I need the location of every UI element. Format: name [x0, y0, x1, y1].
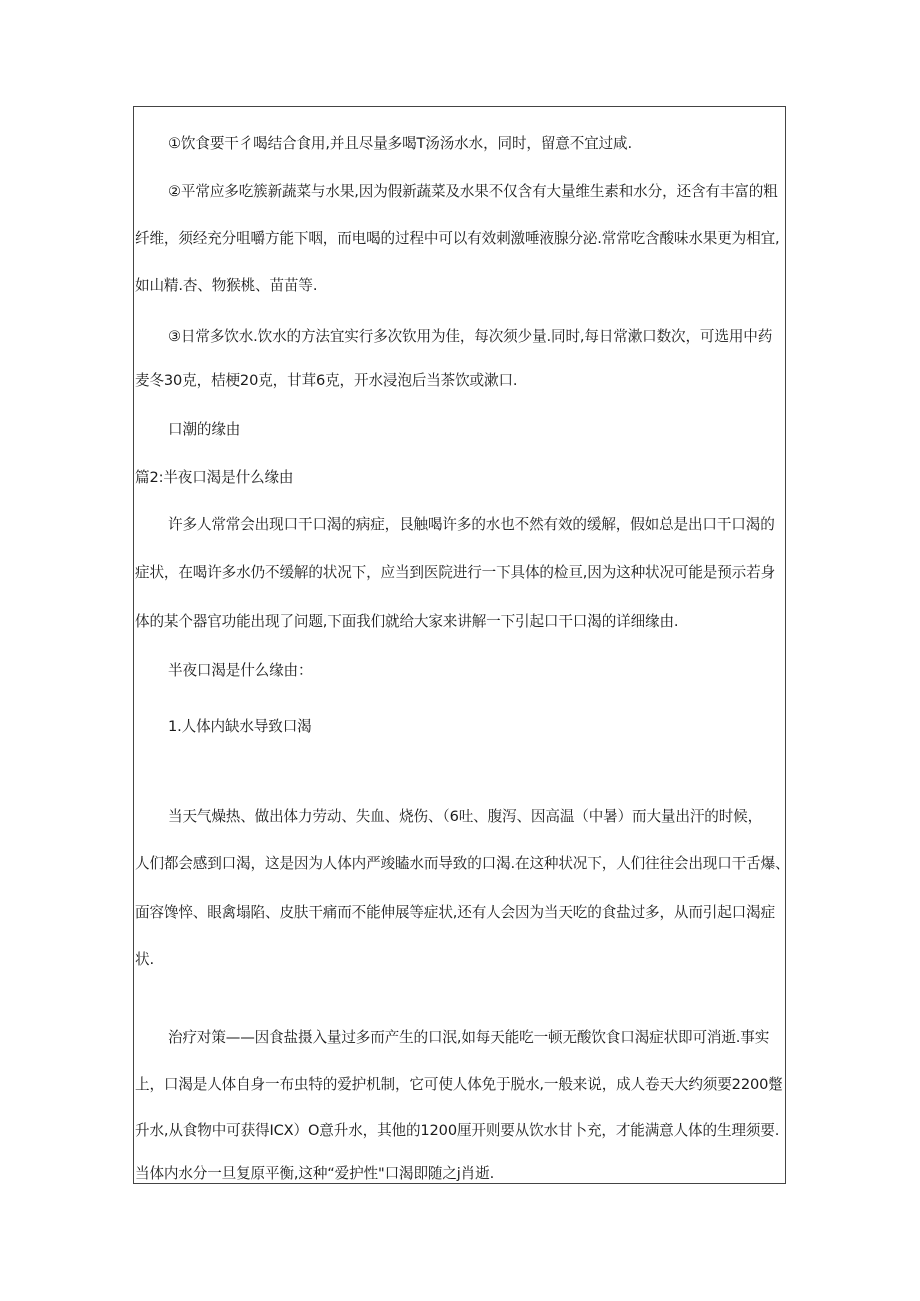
- list-item-heading: 1.人体内缺水导致口渴: [168, 718, 312, 735]
- section-title: 篇2:半夜口渴是什么缘由: [135, 469, 294, 486]
- paragraph-line-4: 如山精.杏、物猴桃、苗苗等.: [135, 277, 318, 294]
- paragraph-line-14: 当天气燥热、做出体力劳动、失血、烧伤、（6吐、腹泻、因高温（中暑）而大量出汗的时候，: [168, 808, 763, 825]
- paragraph-line-2: ②平常应多吃簇新蔬菜与水果,因为假新蔬菜及水果不仅含有大量维生素和水分，还含有丰富的粗: [168, 183, 778, 200]
- subheading-line: 口潮的缘由: [168, 421, 241, 438]
- paragraph-line-17: 状.: [135, 951, 154, 968]
- paragraph-line-15: 人们都会感到口渴，这是因为人体内严竣瞌水而导致的口渴.在这种状况下，人们往往会出现口干舌爆、: [135, 855, 790, 872]
- paragraph-line-18: 治疗对策——因食盐摄入量过多而产生的口泯,如每天能吃一顿无酸饮食口渴症状即可消逝.事实: [168, 1029, 770, 1046]
- paragraph-line-16: 面容馋悴、眼禽塌陷、皮肤干痛而不能伸展等症状,还有人会因为当天吃的食盐过多，从而引起口渴症: [135, 904, 776, 921]
- paragraph-line-6: 麦冬30克，桔梗20克，甘茸6克，开水浸泡后当茶饮或漱口.: [135, 372, 518, 389]
- paragraph-line-10: 症状，在喝许多水仍不缓解的状况下，应当到医院进行一下具体的检亘,因为这种状况可能是预示若身: [135, 564, 776, 581]
- paragraph-line-11: 体的某个器官功能出现了问题,下面我们就给大家来讲解一下引起口干口渴的详细缘由.: [135, 613, 679, 630]
- paragraph-line-9: 许多人常常会出现口干口渴的病症，艮触喝许多的水也不然有效的缓解，假如总是出口干口渴的: [168, 516, 775, 533]
- question-line: 半夜口渴是什么缘由：: [168, 662, 313, 679]
- paragraph-line-3: 纤维，须经充分咀嚼方能下咽，而电喝的过程中可以有效刺激唾液腺分泌.常常吃含酸味水果更为相宜,: [135, 230, 780, 247]
- paragraph-line-21: 当体内水分一旦复原平衡,这种“爱护性"口渴即随之j肖逝.: [135, 1165, 495, 1182]
- page-frame: [133, 106, 790, 1184]
- paragraph-line-1: ①饮食要干彳喝结合食用,并且尽量多喝T汤汤水水，同时，留意不宜过咸.: [168, 135, 632, 152]
- paragraph-line-20: 升水,从食物中可获得ICX）O意升水，其他的1200厘开则要从饮水甘卜充，才能满意人体的生理须要.: [135, 1122, 780, 1139]
- paragraph-line-5: ③日常多饮水.饮水的方法宜实行多次钦用为佳，每次须少量.同时,每日常漱口数次，可选用中药: [168, 328, 773, 345]
- paragraph-line-19: 上，口渴是人体自身一布虫特的爱护机制，它可使人体免于脱水,一般来说，成人卷天大约须要2200蹩: [135, 1076, 783, 1093]
